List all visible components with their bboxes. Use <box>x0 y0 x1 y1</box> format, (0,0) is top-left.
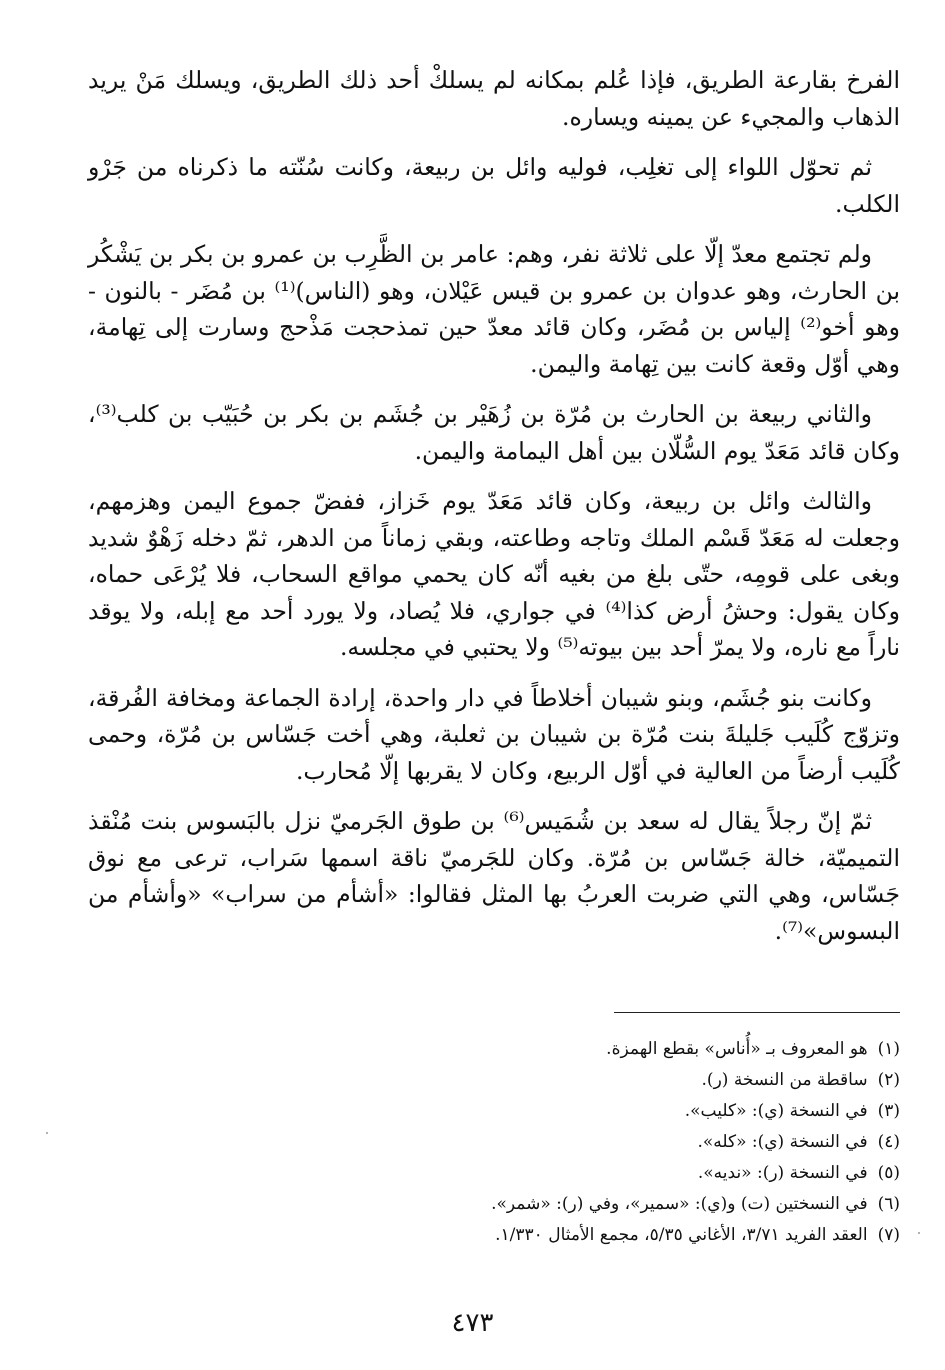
footnote-text: في النسخة (ي): «كليب». <box>684 1101 868 1121</box>
footnote-number: (٣) <box>877 1101 900 1121</box>
footnote-text: ساقطة من النسخة (ر). <box>701 1070 868 1090</box>
footnote-3 <box>80 1096 900 1127</box>
footnote-separator <box>614 1012 900 1013</box>
footnote-text: في النسخة (ي): «كله». <box>697 1132 868 1152</box>
scan-speck <box>918 1232 920 1234</box>
scan-speck <box>46 1132 48 1134</box>
footnote-text: في النسختين (ت) و(ي): «سمير»، وفي (ر): «شمر». <box>491 1194 868 1214</box>
footnote-number: (٥) <box>877 1163 900 1183</box>
paragraph-1: الفرخ بقارعة الطريق، فإذا عُلم بمكانه لم يسلكْ أحد ذلك الطريق، ويسلك مَنْ يريد الذهاب والمجيء عن يمينه ويساره. <box>88 66 900 131</box>
footnote-7 <box>80 1220 900 1251</box>
footnote-text: في النسخة (ر): «نديه». <box>697 1163 868 1183</box>
footnote-text: هو المعروف بـ «أُناس» بقطع الهمزة. <box>606 1039 868 1059</box>
footnote-number: (٤) <box>877 1132 900 1152</box>
footnote-text: العقد الفريد ٣/٧١، الأغاني ٥/٣٥، مجمع الأمثال ١/٣٣٠. <box>495 1225 868 1245</box>
footnote-number: (٦) <box>877 1194 900 1214</box>
footnote-1 <box>80 1034 900 1065</box>
main-text <box>88 62 900 949</box>
paragraph-3: ولم تجتمع معدّ إلّا على ثلاثة نفر، وهم: عامر بن الظَّرِب بن عمرو بن بكر بن يَشْكُر بن الحارث، وهو عدوان بن عمرو بن قيس عَيْلان، وهو (الناس)⁽¹⁾ بن مُضَر - بالنون - وهو أخو⁽²⁾ إلياس بن مُضَر، وكان قائد معدّ حين تمذحجت مَذْحج وسارت إلى تِهامة، وهي أوّل وقعة كانت بين تِهامة واليمن. <box>88 240 900 378</box>
page-number: ٤٧٣ <box>451 1308 494 1338</box>
paragraph-2: ثم تحوّل اللواء إلى تغلِب، فوليه وائل بن ربيعة، وكانت سُنّته ما ذكرناه من جَرْو الكلب. <box>88 153 900 218</box>
paragraph-5: والثالث وائل بن ربيعة، وكان قائد مَعَدّ يوم خَزاز، ففضّ جموع اليمن وهزمهم، وجعلت له مَعَدّ قَسْم الملك وتاجه وطاعته، وبقي زماناً من الدهر، ثمّ دخله زَهْوٌ شديد وبغى على قومِه، حتّى بلغ من بغيه أنّه كان يحمي مواقع السحاب، فلا يُرْعَى حماه، وكان يقول: وحشُ أرض كذا⁽⁴⁾ في جواري، فلا يُصاد، ولا يورد أحد مع إبله، ولا يوقد ناراً مع ناره، ولا يمرّ أحد بين بيوته⁽⁵⁾ ولا يحتبي في مجلسه. <box>88 487 900 661</box>
footnote-6 <box>80 1189 900 1220</box>
paragraph-4: والثاني ربيعة بن الحارث بن مُرّة بن زُهَيْر بن جُشَم بن بكر بن حُبَيّب بن كلب⁽³⁾، وكان قائد مَعَدّ يوم السُّلّان بين أهل اليمامة واليمن. <box>88 400 900 465</box>
footnote-number: (٧) <box>877 1225 900 1245</box>
footnote-number: (٢) <box>877 1070 900 1090</box>
paragraph-6: وكانت بنو جُشَم، وبنو شيبان أخلاطاً في دار واحدة، إرادة الجماعة ومخافة الفُرقة، وتزوّج كُلَيب جَليلةَ بنت مُرّة بن شيبان بن ثعلبة، وهي أخت جَسّاس بن مُرّة، وحمى كُلَيب أرضاً من العالية في أوّل الربيع، وكان لا يقربها إلّا مُحارب. <box>88 683 900 785</box>
footnote-5 <box>80 1158 900 1189</box>
footnote-2 <box>80 1065 900 1096</box>
footnotes-list <box>80 1034 900 1251</box>
footnote-number: (١) <box>877 1039 900 1059</box>
footnote-4 <box>80 1127 900 1158</box>
paragraph-7: ثمّ إنّ رجلاً يقال له سعد بن شُمَيس⁽⁶⁾ بن طوق الجَرميّ نزل بالبَسوس بنت مُنْقذ التميميّة، خالة جَسّاس بن مُرّة. وكان للجَرميّ ناقة اسمها سَراب، ترعى مع نوق جَسّاس، وهي التي ضربت العربُ بها المثل فقالوا: «أشأم من سراب» «وأشأم من البسوس»⁽⁷⁾. <box>88 807 900 945</box>
